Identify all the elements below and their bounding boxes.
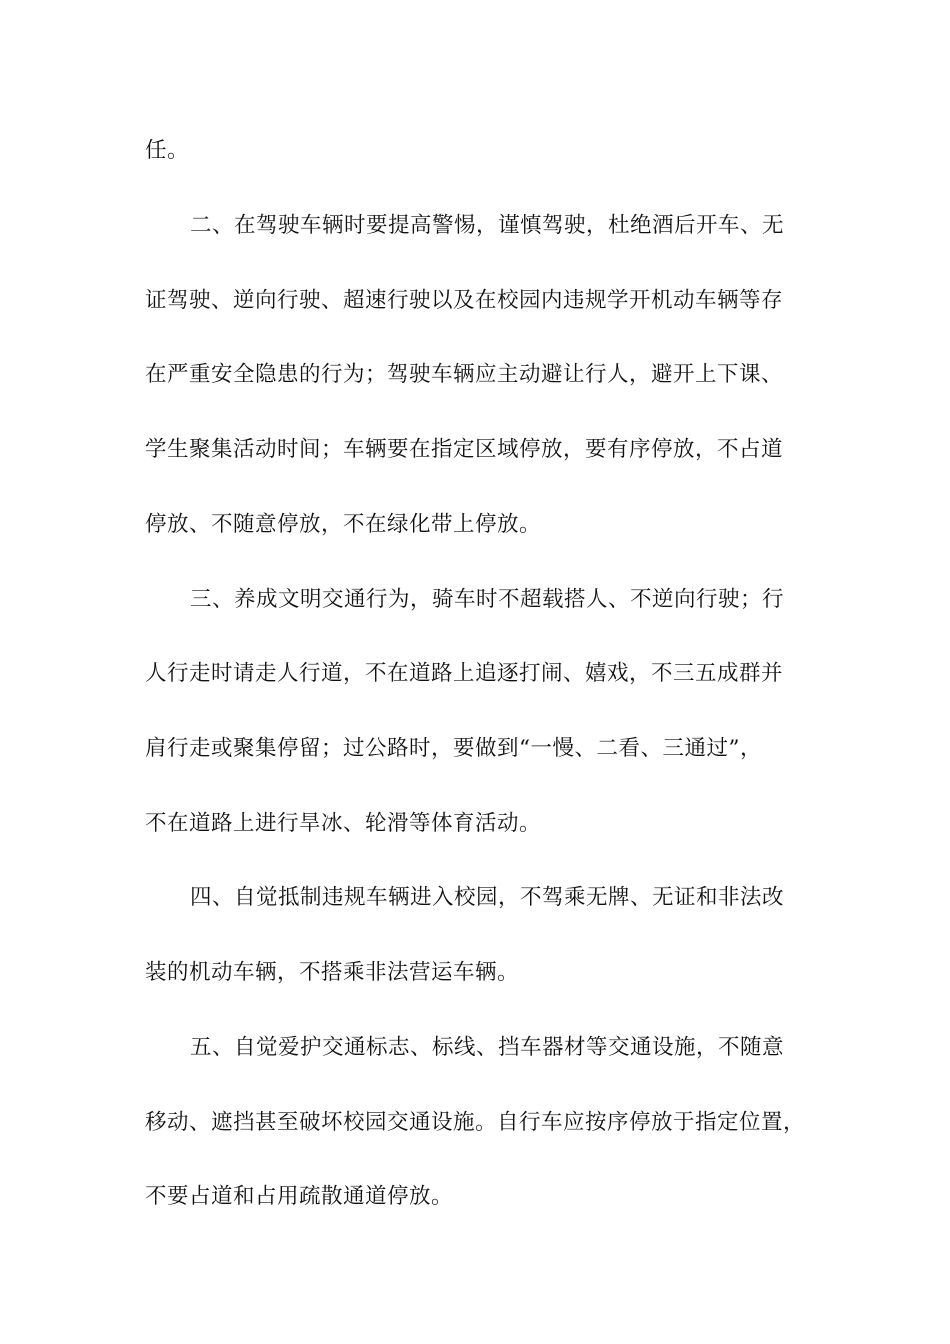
paragraph-5-start: 五、自觉爱护交通标志、标线、挡车器材等交通设施，不随意 [190,1035,785,1060]
paragraph-4-start: 四、自觉抵制违规车辆进入校园，不驾乘无牌、无证和非法改 [190,885,785,910]
text-line: 不要占道和占用疏散通道停放。 [145,1184,454,1209]
paragraph-2-start: 二、在驾驶车辆时要提高警惕，谨慎驾驶，杜绝酒后开车、无 [190,213,785,238]
text-line: 任。 [145,138,190,163]
text-line: 人行走时请走人行道，不在道路上追逐打闹、嬉戏，不三五成群并 [145,661,784,686]
text-line: 证驾驶、逆向行驶、超速行驶以及在校园内违规学开机动车辆等存 [145,288,784,313]
text-line: 装的机动车辆，不搭乘非法营运车辆。 [145,960,520,985]
text-line: 停放、不随意停放，不在绿化带上停放。 [145,512,542,537]
text-line: 在严重安全隐患的行为；驾驶车辆应主动避让行人，避开上下课、 [145,362,784,387]
text-line: 学生聚集活动时间；车辆要在指定区域停放，要有序停放，不占道 [145,437,784,462]
text-line: 不在道路上进行旱冰、轮滑等体育活动。 [145,811,542,836]
text-line: 移动、遮挡甚至破坏校园交通设施。自行车应按序停放于指定位置， [145,1110,806,1135]
text-line: 肩行走或聚集停留；过公路时，要做到“一慢、二看、三通过”， [145,736,762,761]
paragraph-3-start: 三、养成文明交通行为，骑车时不超载搭人、不逆向行驶；行 [190,587,785,612]
